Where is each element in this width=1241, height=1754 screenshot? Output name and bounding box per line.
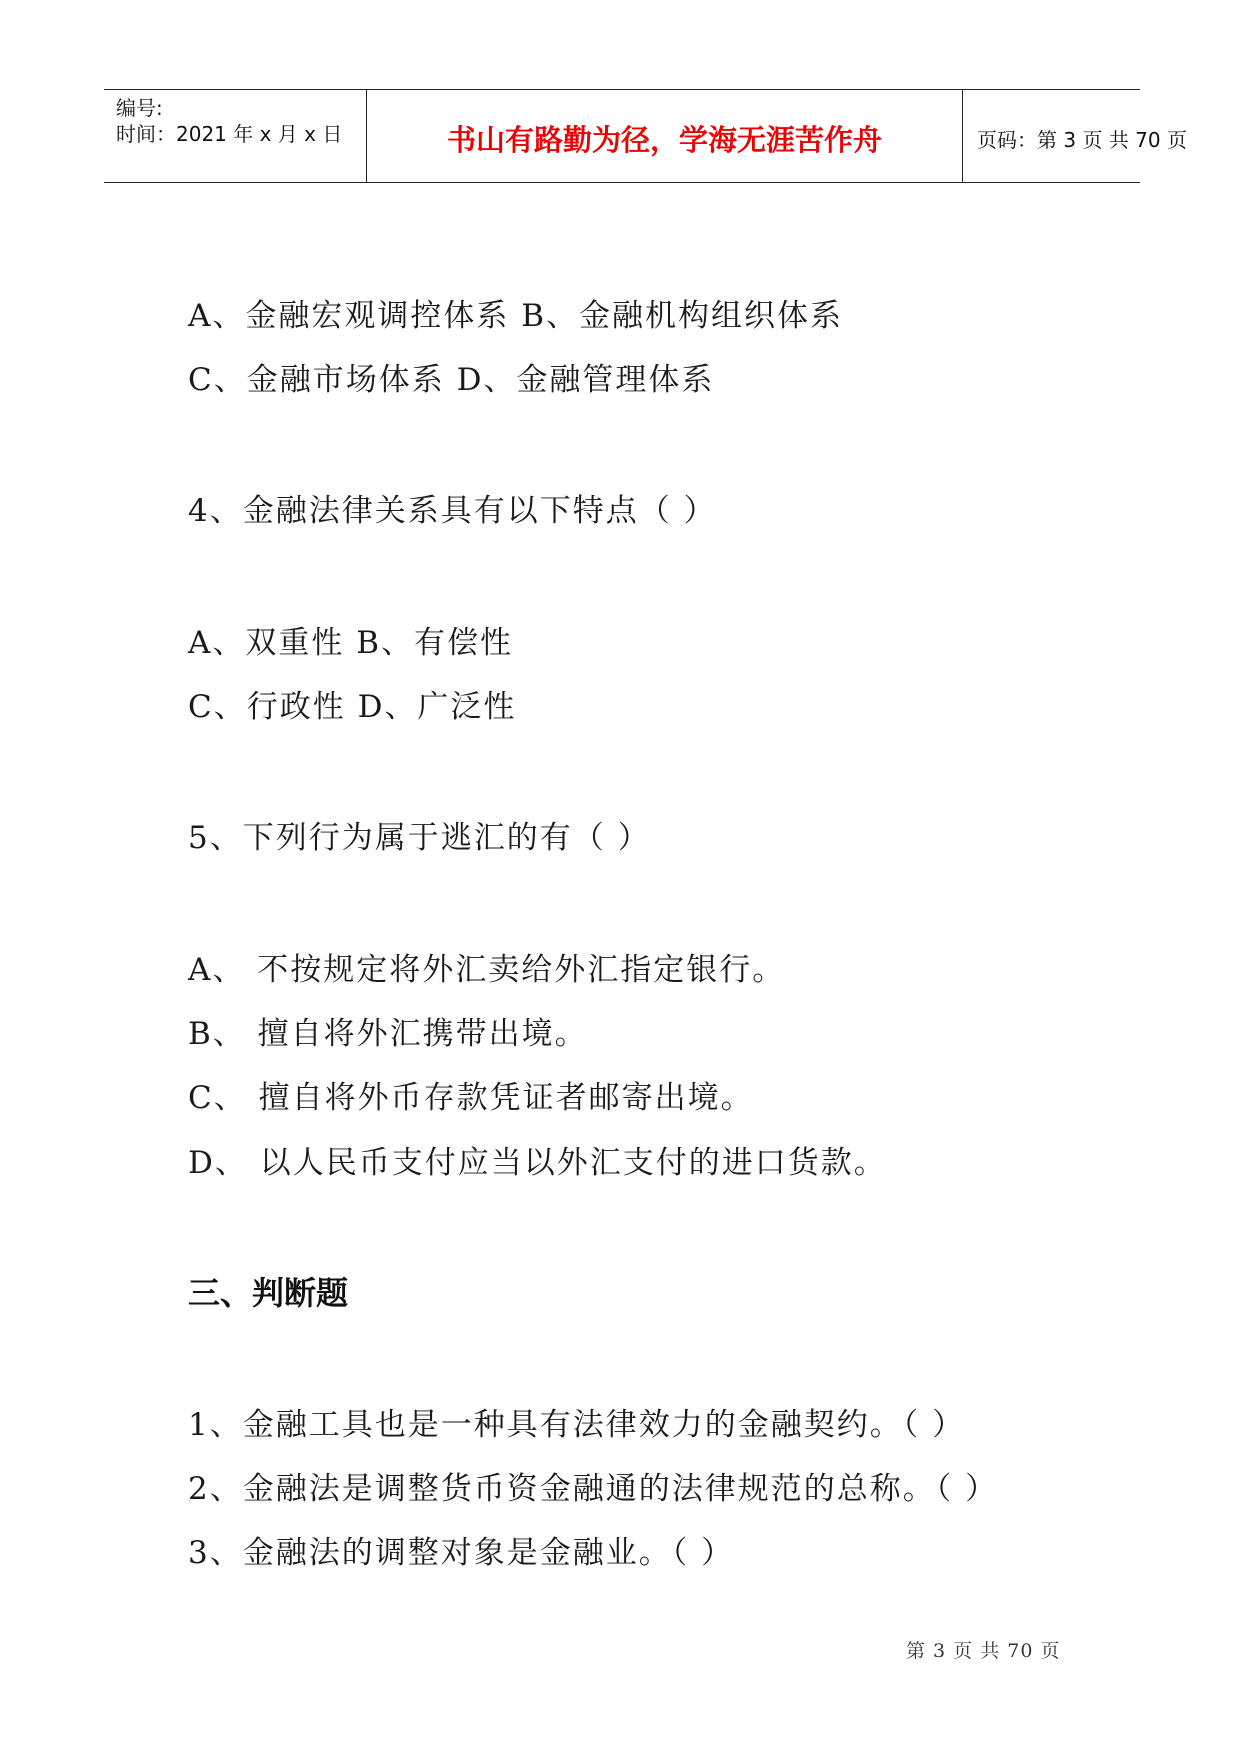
q5-option-c: C、 擅自将外币存款凭证者邮寄出境。 [188,1080,754,1116]
judgement-1: 1、金融工具也是一种具有法律效力的金融契约。（ ） [188,1407,966,1443]
page-header [104,89,1187,183]
header-meta-cell [104,90,367,182]
page-footer: 第 3 页 共 70 页 [906,1640,1061,1662]
q3-option-line-2: C、金融市场体系 D、金融管理体系 [188,362,715,398]
judgement-3: 3、金融法的调整对象是金融业。（ ） [188,1535,735,1571]
header-motto-cell [367,90,963,182]
q5-option-a: A、 不按规定将外汇卖给外汇指定银行。 [188,952,786,988]
q5-question: 5、下列行为属于逃汇的有（ ） [188,820,651,856]
page-label: 页码：第 3 页 共 70 页 [977,128,1187,152]
judgement-2: 2、金融法是调整货币资金融通的法律规范的总称。（ ） [188,1471,999,1507]
q4-question: 4、金融法律关系具有以下特点（ ） [188,493,717,529]
q5-option-b: B、 擅自将外汇携带出境。 [188,1016,588,1052]
time-label: 时间：2021 年 x 月 x 日 [116,122,343,146]
q5-option-d: D、 以人民币支付应当以外汇支付的进口货款。 [188,1145,887,1181]
q4-option-line-2: C、行政性 D、广泛性 [188,689,517,725]
serial-label: 编号: [116,96,163,120]
header-page-cell [963,90,1187,182]
motto-text: 书山有路勤为径，学海无涯苦作舟 [446,123,882,157]
q3-option-line-1: A、金融宏观调控体系 B、金融机构组织体系 [188,298,844,334]
q4-option-line-1: A、双重性 B、有偿性 [188,625,514,661]
section-title: 三、判断题 [188,1274,349,1312]
